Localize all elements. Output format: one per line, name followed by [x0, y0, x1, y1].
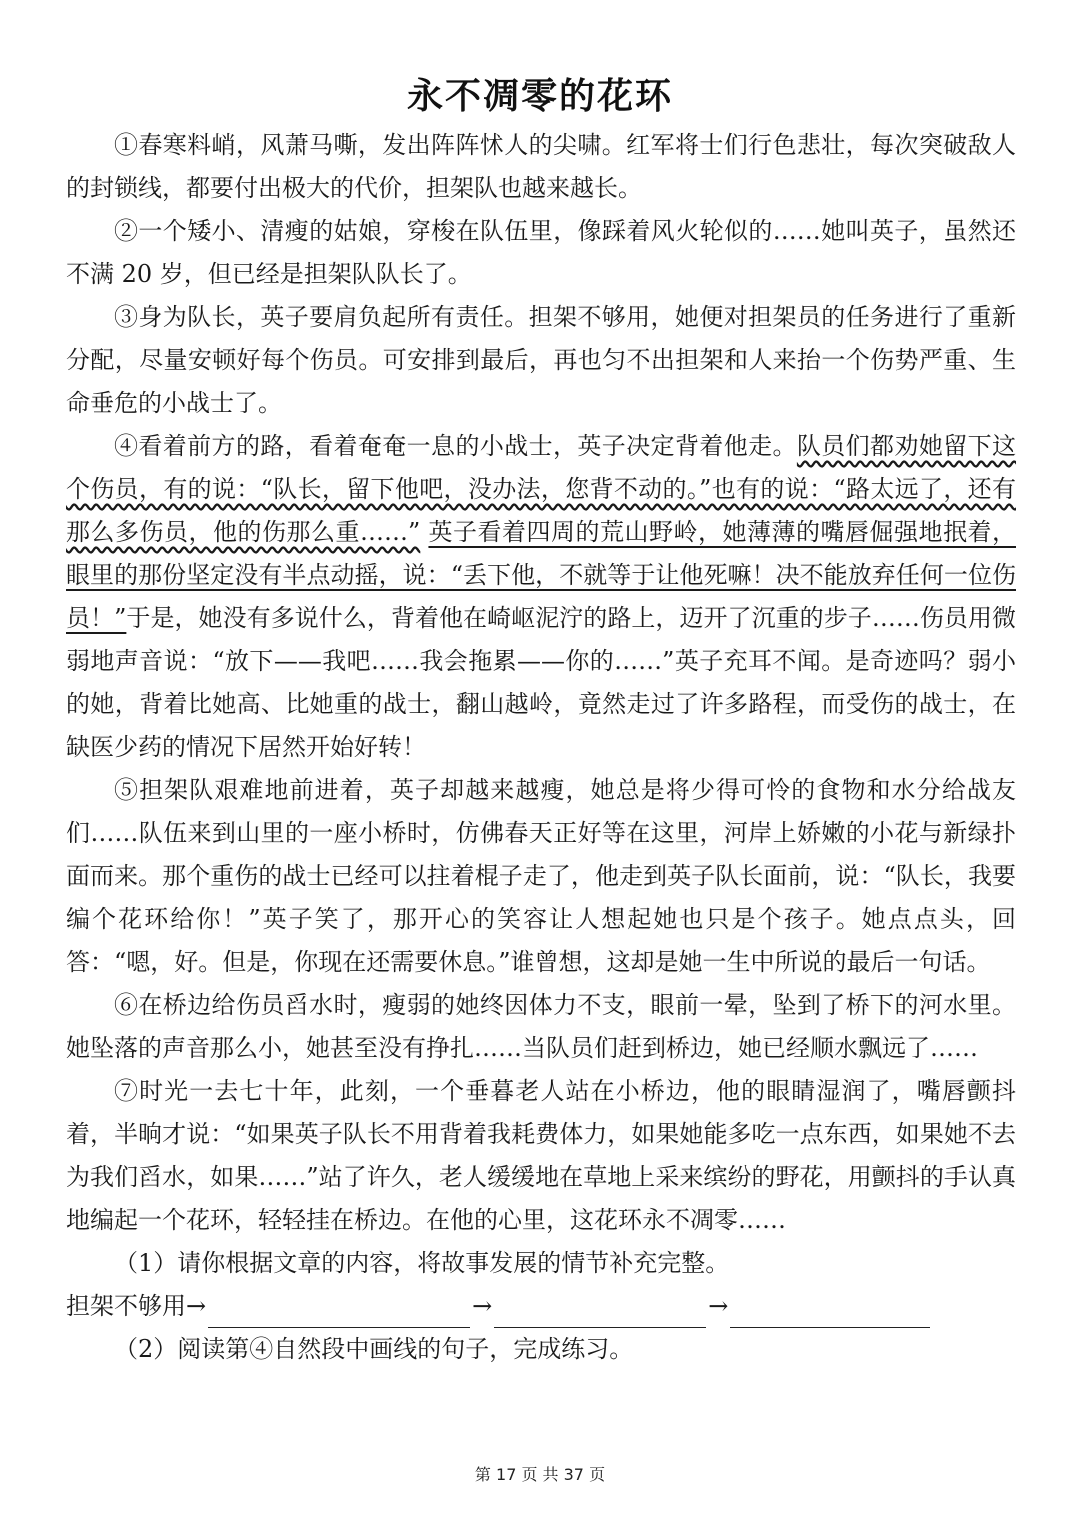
answer-blank-1[interactable] [208, 1297, 470, 1328]
article-body [66, 124, 1016, 1371]
question-2: （2）阅读第④自然段中画线的句子，完成练习。 [114, 1335, 634, 1363]
arrow-icon: → [472, 1292, 493, 1320]
question-1: （1）请你根据文章的内容，将故事发展的情节补充完整。 [114, 1249, 730, 1277]
paragraph-3: ③身为队长，英子要肩负起所有责任。担架不够用，她便对担架员的任务进行了重新分配，尽量安顿好每个伤员。可安排到最后，再也匀不出担架和人来抬一个伤势严重、生命垂危的小战士了。 [66, 303, 1016, 417]
paragraph-2: ②一个矮小、清瘦的姑娘，穿梭在队伍里，像踩着风火轮似的……她叫英子，虽然还不满 20 岁，但已经是担架队队长了。 [66, 217, 1016, 288]
answer-blank-2[interactable] [494, 1297, 706, 1328]
arrow-icon: → [186, 1292, 207, 1320]
article-title: 永不凋零的花环 [406, 76, 673, 117]
paragraph-1: ①春寒料峭，风萧马嘶，发出阵阵怵人的尖啸。红军将士们行色悲壮，每次突破敌人的封锁线，都要付出极大的代价，担架队也越来越长。 [66, 131, 1016, 202]
plot-chain [66, 1285, 1016, 1328]
solid-underlined-sentence: 英子看着四周的荒山野岭，她薄薄的嘴唇倔强地抿着，眼里的那份坚定没有半点动摇，说：“丢下他，不就等于让他死嘛！决不能放弃任何一位伤员！” [66, 518, 1016, 632]
paragraph-5: ⑤担架队艰难地前进着，英子却越来越瘦，她总是将少得可怜的食物和水分给战友们……队伍来到山里的一座小桥时，仿佛春天正好等在这里，河岸上娇嫩的小花与新绿扑面而来。那个重伤的战士已经可以拄着棍子走了，他走到英子队长面前，说：“队长，我要编个花环给你！”英子笑了，那开心的笑容让人想起她也只是个孩子。她点点头，回答：“嗯，好。但是，你现在还需要休息。”谁曾想，这却是她一生中所说的最后一句话。 [66, 776, 1016, 976]
arrow-icon: → [708, 1292, 729, 1320]
answer-blank-3[interactable] [730, 1297, 930, 1328]
plot-start: 担架不够用 [66, 1292, 186, 1320]
paragraph-4-intro: ④看着前方的路，看着奄奄一息的小战士，英子决定背着他走。 [114, 432, 797, 460]
page-number: 第 17 页 共 37 页 [474, 1465, 606, 1484]
wavy-underlined-sentence: 队员们都劝她留下这个伤员，有的说：“队长，留下他吧，没办法，您背不动的。”也有的说：“路太远了，还有那么多伤员，他的伤那么重……” [66, 432, 1017, 546]
paragraph-4-rest: 于是，她没有多说什么，背着他在崎岖泥泞的路上，迈开了沉重的步子……伤员用微弱地声音说：“放下——我吧……我会拖累——你的……”英子充耳不闻。是奇迹吗？弱小的她，背着比她高、比她重的战士，翻山越岭，竟然走过了许多路程，而受伤的战士，在缺医少药的情况下居然开始好转！ [66, 604, 1017, 761]
paragraph-6: ⑥在桥边给伤员舀水时，瘦弱的她终因体力不支，眼前一晕，坠到了桥下的河水里。她坠落的声音那么小，她甚至没有挣扎……当队员们赶到桥边，她已经顺水飘远了…… [66, 991, 1016, 1062]
paragraph-7: ⑦时光一去七十年，此刻，一个垂暮老人站在小桥边，他的眼睛湿润了，嘴唇颤抖着，半晌才说：“如果英子队长不用背着我耗费体力，如果她能多吃一点东西，如果她不去为我们舀水，如果……”站了许久，老人缓缓地在草地上采来缤纷的野花，用颤抖的手认真地编起一个花环，轻轻挂在桥边。在他的心里，这花环永不凋零…… [66, 1077, 1016, 1234]
paragraph-4 [66, 425, 1016, 769]
